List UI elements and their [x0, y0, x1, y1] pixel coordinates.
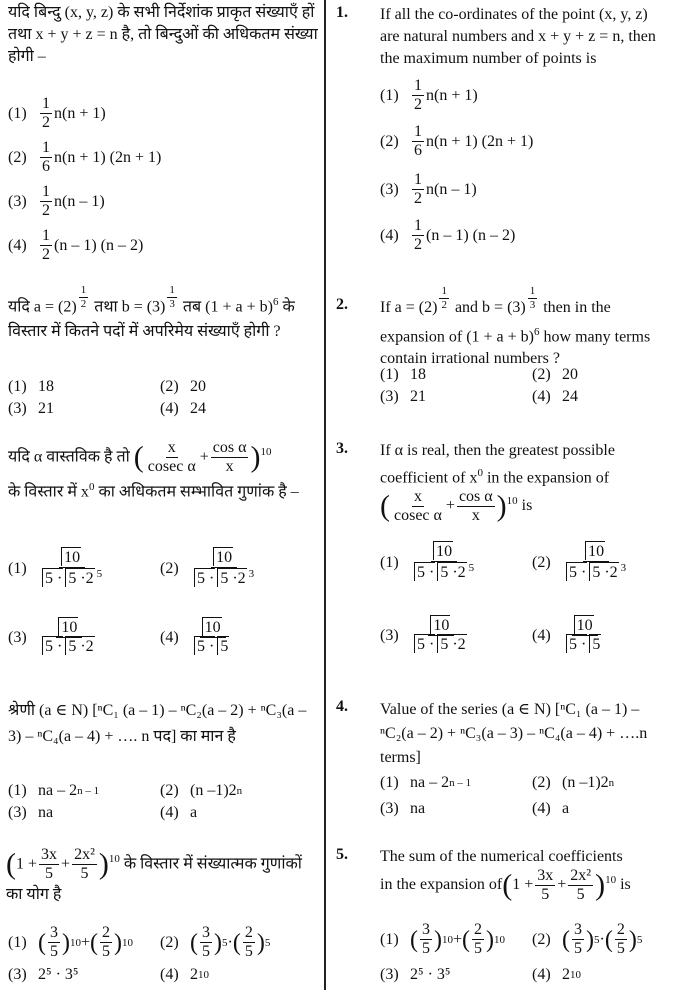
- column-divider: [324, 0, 326, 990]
- option-1[interactable]: (1) $\frac{1}{2}$ n(n + 1): [380, 77, 478, 113]
- option-3[interactable]: (3) $\frac{10}{5 \cdot 5 \cdot 2}$: [380, 617, 466, 653]
- option-1[interactable]: (1) na – 2 n – 1: [8, 782, 100, 799]
- option-3[interactable]: (3) 21: [380, 388, 426, 405]
- option-4[interactable]: (4) 2 10: [532, 966, 581, 983]
- option-4[interactable]: (4) 24: [532, 388, 578, 405]
- option-2[interactable]: (2) ( $\frac{3}{5}$ ) 5 · ( $\frac{2}{5}$ ) 5: [160, 924, 271, 960]
- option-2[interactable]: (2) 20: [160, 378, 206, 395]
- question-number: 5.: [336, 846, 348, 863]
- option-1[interactable]: (1) na – 2 n – 1: [380, 774, 472, 791]
- option-2[interactable]: (2) $\frac{1}{6}$ n(n + 1) (2n + 1): [380, 123, 534, 159]
- option-3[interactable]: (3) 2⁵ · 3⁵: [8, 966, 79, 983]
- option-1[interactable]: (1) $\frac{1}{2}$ n(n + 1): [8, 95, 106, 131]
- option-3[interactable]: (3) $\frac{1}{2}$ n(n – 1): [380, 171, 477, 207]
- option-4[interactable]: (4) $\frac{1}{2}$ (n – 1) (n – 2): [8, 227, 144, 263]
- option-1[interactable]: (1) $\frac{10}{5 \cdot 5 \cdot 2 ^5}$: [8, 549, 103, 588]
- option-2[interactable]: (2) $\frac{10}{5 \cdot 5 \cdot 2 ^3}$: [532, 543, 627, 582]
- option-1[interactable]: (1) 18: [8, 378, 54, 395]
- option-3[interactable]: (3) 21: [8, 400, 54, 417]
- option-4[interactable]: (4) a: [160, 804, 198, 821]
- english-column: 1. If all the co-ordinates of the point (x, y, z) are natural numbers and x + y + z = n, then the maximum number of points is (1) $\frac{1}{2}$ n(n + 1) (2) $\frac{1}{6}$ n(n + 1) (2n + 1) (3) $\frac{1}{2}$ n(n – 1) (4) $\frac{1}{2}$ (n – 1) (n – 2) 2. If a = (2) $^{\frac{1}{2}}$ and b = (3) $^{\frac{1}{3}}$ then in the expansion of $(1 + a + b)^6$ how many terms contain irrational numbers ? (1) 18 (2) 20 (3) 21 (4) 24 3. If α is real, then the greatest possible coefficient of $x^0$ in the expansion of ( $\frac{x}{\text{cosec α}}$ + $\frac{\text{cos α}}{x}$ )$^{10}$ is (1) $\frac{10}{5 \cdot 5 \cdot 2 ^5}$ (2) $\frac{10}{5 \cdot 5 \cdot 2 ^3}$ (3) $\frac{10}{5 \cdot 5 \cdot 2}$ (4) $\frac{10}{5 \cdot 5}$ 4. Value of the series (a ∈ N) [ⁿC₁ (a – 1) – ⁿC₂(a – 2) + ⁿC₃(a – 3) – ⁿC₄(a – 4) + ….n terms] (1) na – 2 n – 1 (2) (n –1)2 n (3) na (4) a 5. The sum of the numerical coefficients in the expansion of(1 + $\frac{3x}{5}$ + $\frac{\text{2x²}}{5}$ )$^{10}$ is (1) ( $\frac{3}{5}$ ) 10 + ( $\frac{2}{5}$ ) 10 (2) ( $\frac{3}{5}$ ) 5 · ( $\frac{2}{5}$ ) 5 (3) 2⁵ · 3⁵ (4) 2 10: [332, 0, 676, 994]
- question-number: 4.: [336, 698, 348, 715]
- question-2-hindi: यदि a = (2) $^{\frac{1}{2}}$ तथा b = (3) $^{\frac{1}{3}}$ तब $(1 + a + b)^6$ के विस्तार में कितने पदों में अपरिमेय संख्याएँ होगी ?: [8, 284, 295, 341]
- option-2[interactable]: (2) ( $\frac{3}{5}$ ) 5 · ( $\frac{2}{5}$ ) 5: [532, 921, 643, 957]
- hindi-column: [0, 0, 318, 994]
- option-2[interactable]: (2) $\frac{10}{5 \cdot 5 \cdot 2 ^3}$: [160, 549, 255, 588]
- question-5-hindi: (1 + $\frac{3x}{5}$ + $\frac{\text{2x²}}{5}$ )$^{10}$ के विस्तार में संख्यात्मक गुणांकों का योग है: [6, 846, 302, 904]
- option-2[interactable]: (2) 20: [532, 366, 578, 383]
- question-stem: If all the co-ordinates of the point (x, y, z) are natural numbers and x + y + z = n, then the maximum number of points is: [380, 6, 656, 67]
- option-3[interactable]: (3) $\frac{1}{2}$ n(n – 1): [8, 183, 105, 219]
- question-stem: यदि बिन्दु (x, y, z) के सभी निर्देशांक प्राकृत संख्याएँ हों तथा x + y + z = n है, तो बिन्दुओं की अधिकतम संख्या होगी –: [8, 4, 318, 65]
- option-3[interactable]: (3) na: [8, 804, 54, 821]
- option-1[interactable]: (1) $\frac{10}{5 \cdot 5 \cdot 2 ^5}$: [380, 543, 475, 582]
- option-4[interactable]: (4) 24: [160, 400, 206, 417]
- option-3[interactable]: (3) na: [380, 800, 426, 817]
- question-4-hindi: श्रेणी (a ∈ N) [ⁿC₁ (a – 1) – ⁿC₂(a – 2) + ⁿC₃(a – 3) – ⁿC₄(a – 4) + …. n पद] का मान है: [8, 702, 307, 745]
- question-number: 3.: [336, 440, 348, 457]
- option-3[interactable]: (3) $\frac{10}{5 \cdot 5 \cdot 2}$: [8, 619, 94, 655]
- option-1[interactable]: (1) 18: [380, 366, 426, 383]
- option-4[interactable]: (4) $\frac{10}{5 \cdot 5}$: [160, 619, 229, 655]
- question-1-hindi: [0, 2, 318, 68]
- option-2[interactable]: (2) $\frac{1}{6}$ n(n + 1) (2n + 1): [8, 139, 162, 175]
- option-2[interactable]: (2) (n –1)2 n: [160, 782, 243, 799]
- option-1[interactable]: (1) ( $\frac{3}{5}$ ) 10 + ( $\frac{2}{5}$ ) 10: [8, 924, 134, 960]
- option-1[interactable]: (1) ( $\frac{3}{5}$ ) 10 + ( $\frac{2}{5}$ ) 10: [380, 921, 506, 957]
- option-4[interactable]: (4) 2 10: [160, 966, 209, 983]
- option-2[interactable]: (2) (n –1)2 n: [532, 774, 615, 791]
- option-3[interactable]: (3) 2⁵ · 3⁵: [380, 966, 451, 983]
- option-4[interactable]: (4) $\frac{10}{5 \cdot 5}$: [532, 617, 601, 653]
- option-4[interactable]: (4) a: [532, 800, 570, 817]
- question-number: 1.: [336, 4, 348, 21]
- option-4[interactable]: (4) $\frac{1}{2}$ (n – 1) (n – 2): [380, 217, 516, 253]
- question-3-hindi: यदि α वास्तविक है तो ( $\frac{x}{\text{cosec α}}$ + $\frac{\text{cos α}}{x}$ )$^{10}$ के विस्तार में $x^0$ का अधिकतम सम्भावित गुणांक है –: [8, 439, 299, 501]
- question-number: 2.: [336, 296, 348, 313]
